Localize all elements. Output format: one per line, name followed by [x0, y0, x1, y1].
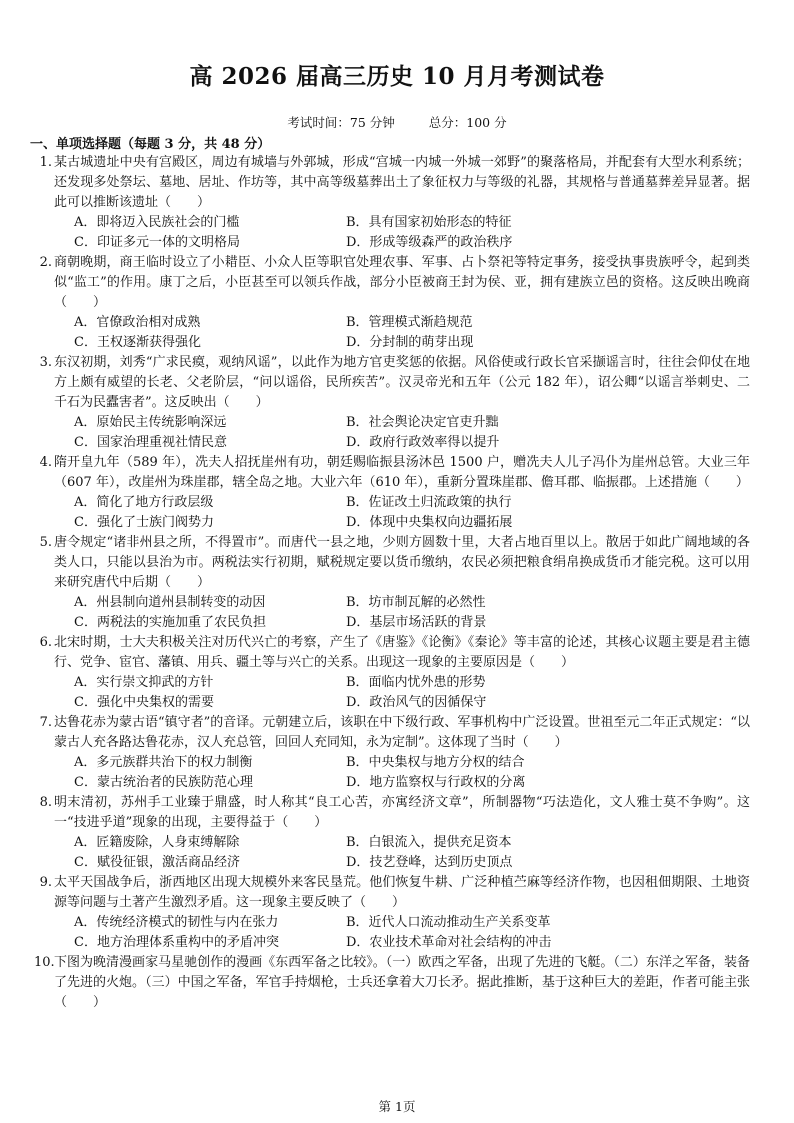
question-9 [39, 873, 750, 953]
question-number: 2. [39, 255, 52, 270]
question-4 [39, 453, 750, 533]
question-stem [39, 153, 750, 213]
question-number: 10. [34, 955, 55, 970]
options [54, 673, 750, 713]
question-number: 7. [39, 715, 52, 730]
option-c: C．强化了士族门阀势力 [74, 515, 214, 530]
options [54, 593, 750, 633]
option-row [54, 493, 750, 513]
option-a: A．官僚政治相对成熟 [74, 315, 201, 330]
exam-total-score: 总分：100 分 [428, 115, 507, 130]
question-1 [39, 153, 750, 253]
question-text: 东汉初期，刘秀“广求民瘼，观纳风谣”，以此作为地方官吏奖惩的依据。风俗使或行政长官采撷谣言时，往往会仰仗在地方上颇有威望的长老、父老阶层，“问以谣俗，民所疾苦”。汉灵帝光和五年（公元 182 年），诏公卿“以谣言举刺史、二千石为民蠹害者”。这反映出（ ） [54, 355, 750, 410]
option-d: D．政治风气的因循保守 [346, 695, 487, 710]
option-row [54, 333, 750, 353]
question-text: 隋开皇九年（589 年），冼夫人招抚崖州有功，朝廷赐临振县汤沐邑 1500 户，赠冼夫人儿子冯仆为崖州总管。大业三年（607 年），改崖州为珠崖郡，辖全岛之地。大业六年（610 年），重新分置珠崖郡、儋耳郡、临振郡。上述措施（ ） [54, 455, 750, 490]
option-row [54, 433, 750, 453]
option-b: B．具有国家初始形态的特征 [346, 215, 512, 230]
section-heading: 一、单项选择题（每题 3 分，共 48 分） [30, 137, 271, 152]
option-d: D．农业技术革命对社会结构的冲击 [346, 935, 552, 950]
options [54, 833, 750, 873]
question-number: 9. [39, 875, 52, 890]
option-row [54, 753, 750, 773]
question-stem [39, 533, 750, 593]
question-number: 8. [39, 795, 52, 810]
option-a: A．匠籍废除，人身束缚解除 [74, 835, 240, 850]
option-row [54, 773, 750, 793]
option-d: D．政府行政效率得以提升 [346, 435, 500, 450]
question-number: 3. [39, 355, 52, 370]
option-d: D．基层市场活跃的背景 [346, 615, 487, 630]
option-c: C．地方治理体系重构中的矛盾冲突 [74, 935, 279, 950]
options [54, 313, 750, 353]
option-b: B．近代人口流动推动生产关系变革 [346, 915, 551, 930]
option-a: A．州县制向道州县制转变的动因 [74, 595, 266, 610]
options [54, 753, 750, 793]
exam-time: 考试时间：75 分钟 [287, 115, 395, 130]
option-c: C．印证多元一体的文明格局 [74, 235, 240, 250]
question-8 [39, 793, 750, 873]
question-text: 太平天国战争后，浙西地区出现大规模外来客民垦荒。他们恢复牛耕、广泛种植苎麻等经济作物，也因租佃期限、土地资源等问题与土著产生激烈矛盾。这一现象主要反映了（ ） [54, 875, 750, 910]
question-text: 北宋时期，士大夫积极关注对历代兴亡的考察，产生了《唐鉴》《论衡》《秦论》等丰富的论述，其核心议题主要是君主德行、党争、宦官、藩镇、用兵、疆土等与兴亡的关系。出现这一现象的主要原因是（ ） [54, 635, 750, 670]
option-a: A．实行崇文抑武的方针 [74, 675, 214, 690]
option-d: D．分封制的萌芽出现 [346, 335, 474, 350]
option-row [54, 913, 750, 933]
option-d: D．地方监察权与行政权的分离 [346, 775, 526, 790]
option-row [54, 413, 750, 433]
question-stem [39, 713, 750, 753]
option-row [54, 213, 750, 233]
option-d: D．技艺登峰，达到历史顶点 [346, 855, 513, 870]
option-a: A．简化了地方行政层级 [74, 495, 214, 510]
option-c: C．赋役征银，激活商品经济 [74, 855, 240, 870]
option-b: B．坊市制瓦解的必然性 [346, 595, 486, 610]
question-stem [39, 633, 750, 673]
option-row [54, 673, 750, 693]
question-text: 某古城遗址中央有宫殿区，周边有城墙与外郭城，形成“宫城一内城一外城一郊野”的聚落格局，并配套有大型水利系统；还发现多处祭坛、墓地、居址、作坊等，其中高等级墓葬出土了象征权力与等级的礼器，其规格与普通墓葬差异显著。据此可以推断该遗址（ ） [54, 155, 750, 210]
question-text: 商朝晚期，商王临时设立了小耤臣、小众人臣等职官处理农事、军事、占卜祭祀等特定事务，接受执事贵族呼令，起到类似“监工”的作用。康丁之后，小臣甚至可以领兵作战，部分小臣被商王封为侯、亚，拥有建族立邑的资格。这反映出晚商（ ） [54, 255, 750, 310]
question-10 [34, 953, 750, 1013]
option-b: B．白银流入，提供充足资本 [346, 835, 512, 850]
option-d: D．体现中央集权向边疆拓展 [346, 515, 513, 530]
option-row [54, 853, 750, 873]
option-a: A．原始民主传统影响深远 [74, 415, 227, 430]
question-stem [39, 253, 750, 313]
option-row [54, 933, 750, 953]
question-text: 下图为晚清漫画家马星驰创作的漫画《东西军备之比较》。（一）欧西之军备，出现了先进的飞艇。（二）东洋之军备，装备了先进的火炮。（三）中国之军备，军官手持烟枪，士兵还拿着大刀长矛。据此推断，基于这种巨大的差距，作者可能主张（ ） [54, 955, 750, 1010]
options [54, 493, 750, 533]
question-stem [34, 953, 750, 1013]
option-c: C．两税法的实施加重了农民负担 [74, 615, 266, 630]
option-row [54, 513, 750, 533]
options [54, 913, 750, 953]
question-6 [39, 633, 750, 713]
question-number: 1. [39, 155, 52, 170]
option-c: C．王权逐渐获得强化 [74, 335, 201, 350]
option-row [54, 233, 750, 253]
option-b: B．社会舆论决定官吏升黜 [346, 415, 499, 430]
question-5 [39, 533, 750, 633]
option-b: B．佐证改土归流政策的执行 [346, 495, 512, 510]
option-b: B．中央集权与地方分权的结合 [346, 755, 525, 770]
question-stem [39, 873, 750, 913]
page-number: 第 1页 [378, 1099, 416, 1114]
page-title: 高 2026 届高三历史 10 月月考测试卷 [189, 63, 605, 90]
question-stem [39, 793, 750, 833]
exam-info [0, 113, 794, 131]
question-text: 唐令规定“诸非州县之所，不得置市”。而唐代一县之地，少则方圆数十里，大者占地百里以上。散居于如此广阔地域的各类人口，只能以县治为市。两税法实行初期，赋税规定要以货币缴纳，农民必须把粮食绢帛换成货币才能完税。这可以用来研究唐代中后期（ ） [54, 535, 750, 590]
question-number: 5. [39, 535, 52, 550]
option-row [54, 313, 750, 333]
question-2 [39, 253, 750, 353]
option-b: B．面临内忧外患的形势 [346, 675, 486, 690]
option-b: B．管理模式渐趋规范 [346, 315, 473, 330]
option-c: C．蒙古统治者的民族防范心理 [74, 775, 253, 790]
question-stem [39, 453, 750, 493]
option-c: C．强化中央集权的需要 [74, 695, 214, 710]
option-c: C．国家治理重视社情民意 [74, 435, 227, 450]
question-number: 4. [39, 455, 52, 470]
option-a: A．多元族群共治下的权力制衡 [74, 755, 253, 770]
question-number: 6. [39, 635, 52, 650]
option-a: A．传统经济模式的韧性与内在张力 [74, 915, 279, 930]
option-d: D．形成等级森严的政治秩序 [346, 235, 513, 250]
question-stem [39, 353, 750, 413]
option-a: A．即将迈入民族社会的门槛 [74, 215, 240, 230]
question-text: 明末清初，苏州手工业臻于鼎盛，时人称其“良工心苦，亦寓经济文章”，所制器物“巧法造化，文人雅士莫不争购”。这一“技进乎道”现象的出现，主要得益于（ ） [54, 795, 750, 830]
question-list [34, 153, 750, 1013]
option-row [54, 693, 750, 713]
options [54, 213, 750, 253]
option-row [54, 833, 750, 853]
question-3 [39, 353, 750, 453]
option-row [54, 593, 750, 613]
options [54, 413, 750, 453]
question-text: 达鲁花赤为蒙古语“镇守者”的音译。元朝建立后，该职在中下级行政、军事机构中广泛设置。世祖至元二年正式规定：“以蒙古人充各路达鲁花赤，汉人充总管，回回人充同知，永为定制”。这体现了当时（ ） [54, 715, 750, 750]
option-row [54, 613, 750, 633]
question-7 [39, 713, 750, 793]
